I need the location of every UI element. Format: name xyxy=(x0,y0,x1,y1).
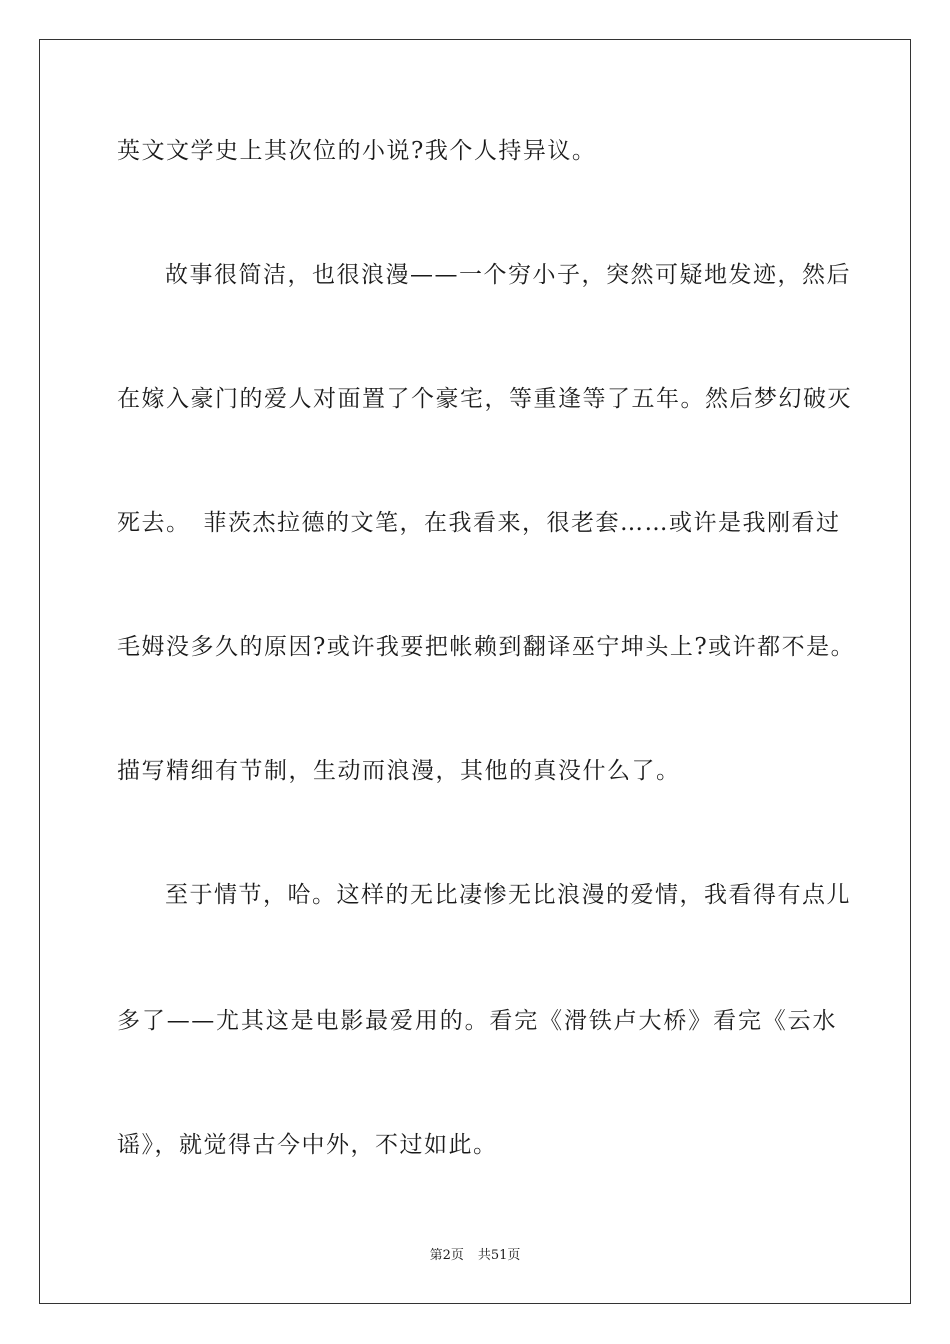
paragraph-line: 死去。 菲茨杰拉德的文笔，在我看来，很老套……或许是我刚看过 xyxy=(117,510,841,536)
page-border xyxy=(39,39,911,1304)
paragraph-line: 描写精细有节制，生动而浪漫，其他的真没什么了。 xyxy=(117,758,681,784)
paragraph-line: 至于情节，哈。这样的无比凄惨无比浪漫的爱情，我看得有点儿 xyxy=(165,882,851,908)
paragraph-line: 在嫁入豪门的爱人对面置了个豪宅，等重逢等了五年。然后梦幻破灭 xyxy=(117,386,852,412)
paragraph-line: 毛姆没多久的原因?或许我要把帐赖到翻译巫宁坤头上?或许都不是。 xyxy=(117,634,856,660)
paragraph-line: 英文文学史上其次位的小说?我个人持异议。 xyxy=(117,138,597,164)
page-footer xyxy=(0,1247,950,1265)
paragraph-line: 故事很简洁，也很浪漫——一个穷小子，突然可疑地发迹，然后 xyxy=(165,262,851,288)
paragraph-line: 谣》，就觉得古今中外，不过如此。 xyxy=(117,1132,498,1158)
paragraph-line: 多了——尤其这是电影最爱用的。看完《滑铁卢大桥》看完《云水 xyxy=(117,1008,837,1034)
page-number: 第2页 xyxy=(429,1248,464,1263)
page-total: 共51页 xyxy=(477,1248,521,1263)
